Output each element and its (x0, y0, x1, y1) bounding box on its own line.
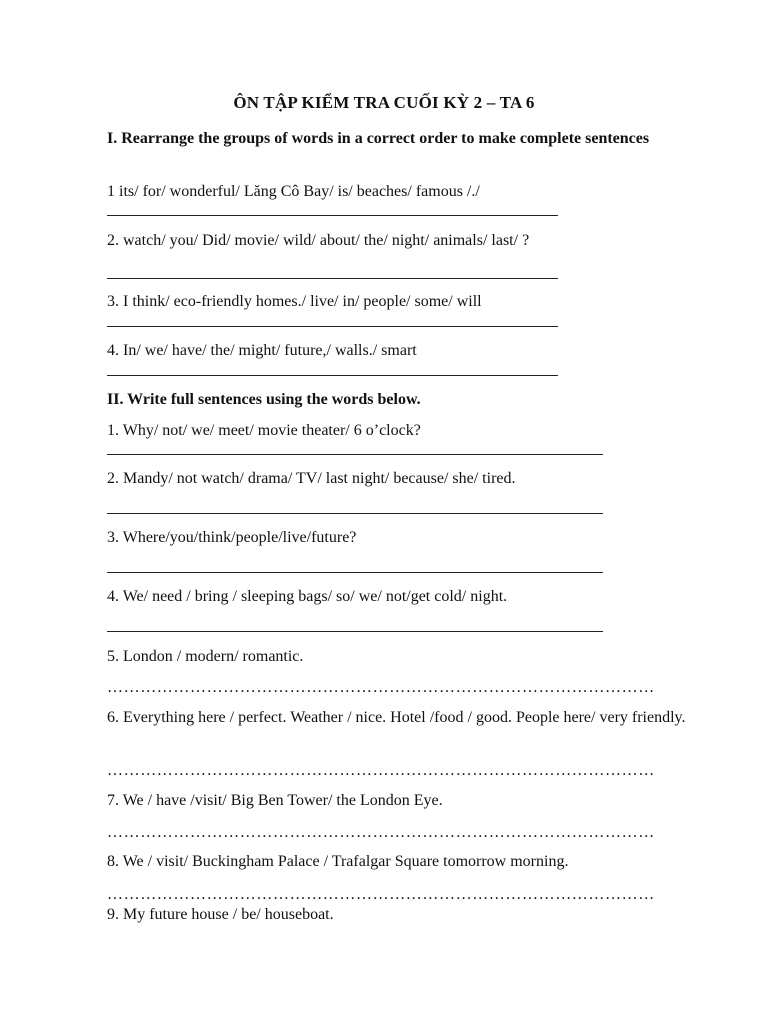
answer-dots: ……………………………………………………………………………………… (107, 824, 655, 841)
section-1-item-2: 2. watch/ you/ Did/ movie/ wild/ about/ the/ night/ animals/ last/ ? (107, 232, 530, 249)
answer-dots: ……………………………………………………………………………………… (107, 886, 655, 903)
page-title: ÔN TẬP KIỂM TRA CUỐI KỲ 2 – TA 6 (233, 93, 535, 112)
section-2-item-9: 9. My future house / be/ houseboat. (107, 906, 334, 923)
section-2-item-2: 2. Mandy/ not watch/ drama/ TV/ last night/ because/ she/ tired. (107, 470, 516, 487)
section-2-item-3: 3. Where/you/think/people/live/future? (107, 529, 357, 546)
section-2-item-7: 7. We / have /visit/ Big Ben Tower/ the London Eye. (107, 792, 443, 809)
section-2-item-4: 4. We/ need / bring / sleeping bags/ so/ we/ not/get cold/ night. (107, 588, 508, 605)
answer-line (107, 513, 603, 514)
answer-line (107, 572, 603, 573)
section-2-item-8: 8. We / visit/ Buckingham Palace / Trafalgar Square tomorrow morning. (107, 853, 569, 870)
section-1-heading: I. Rearrange the groups of words in a correct order to make complete sentences (107, 130, 650, 147)
answer-line (107, 326, 558, 327)
section-2-heading: II. Write full sentences using the words below. (107, 391, 421, 408)
answer-dots: ……………………………………………………………………………………… (107, 762, 655, 779)
section-2-item-1: 1. Why/ not/ we/ meet/ movie theater/ 6 o’clock? (107, 422, 421, 439)
answer-line (107, 375, 558, 376)
answer-line (107, 278, 558, 279)
section-1-item-4: 4. In/ we/ have/ the/ might/ future,/ walls./ smart (107, 342, 417, 359)
answer-dots: ……………………………………………………………………………………… (107, 679, 655, 696)
answer-line (107, 631, 603, 632)
section-1-item-3: 3. I think/ eco-friendly homes./ live/ in/ people/ some/ will (107, 293, 482, 310)
section-1-item-1: 1 its/ for/ wonderful/ Lăng Cô Bay/ is/ beaches/ famous /./ (107, 183, 480, 200)
answer-line (107, 454, 603, 455)
answer-line (107, 215, 558, 216)
section-2-item-6: 6. Everything here / perfect. Weather / nice. Hotel /food / good. People here/ very friendly. (107, 709, 686, 726)
section-2-item-5: 5. London / modern/ romantic. (107, 648, 304, 665)
